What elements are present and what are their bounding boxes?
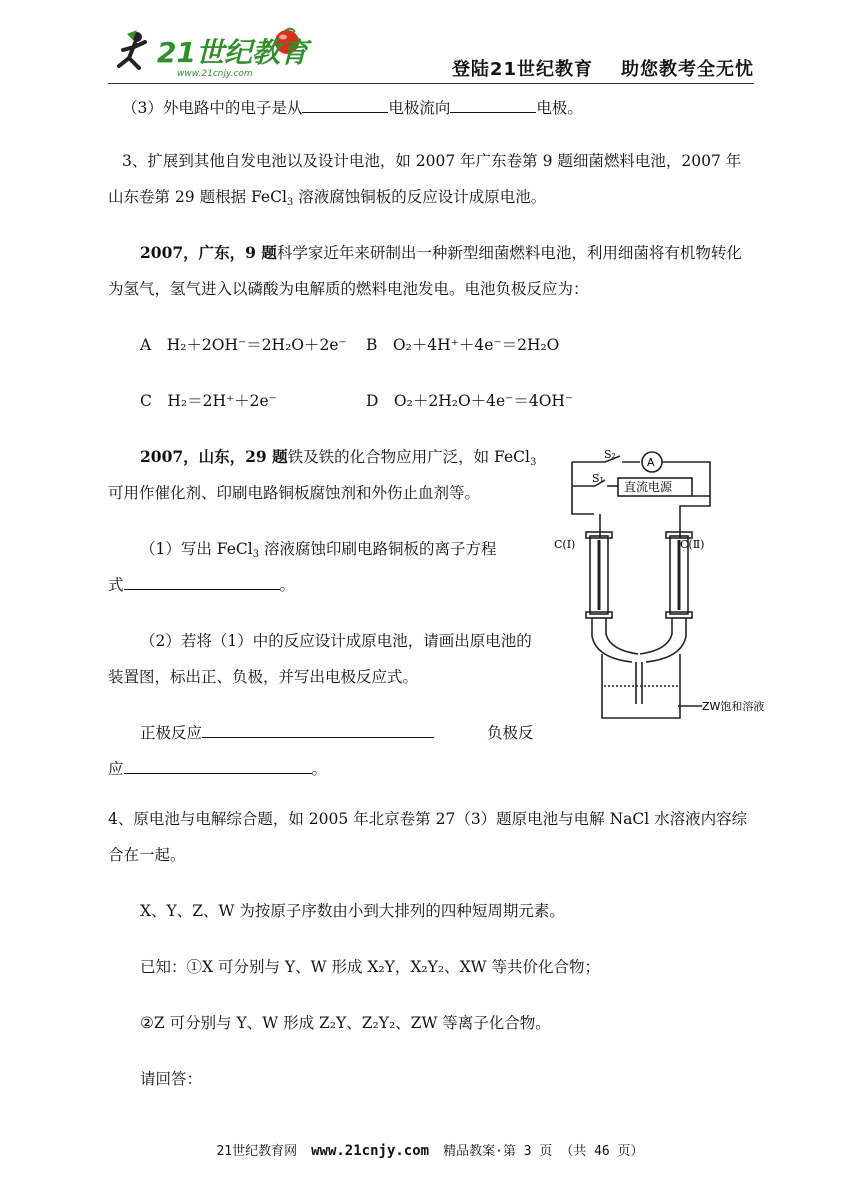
sd-q2-line1: （2）若将（1）中的反应设计成原电池，请画出原电池的: [140, 632, 532, 650]
label-c2: C(Ⅱ): [680, 538, 705, 551]
footer-info: 精品教案·第 3 页 （共 46 页）: [443, 1144, 644, 1159]
label-solution: ZW饱和溶液: [702, 700, 765, 713]
label-c1: C(Ⅰ): [554, 538, 576, 551]
sd-text1: 铁及铁的化合物应用广泛，如 FeCl: [287, 448, 530, 466]
answer-blank: [124, 758, 312, 774]
q3-part1: （3）外电路中的电子是从: [122, 99, 303, 117]
label-s1: S₁: [592, 472, 604, 485]
gd-text1: 科学家近年来研制出一种新型细菌燃料电池，利用细菌将有机物转化: [276, 244, 742, 262]
q3-sub-line: [122, 97, 583, 119]
sec4-known2: ②Z 可分别与 Y、W 形成 Z₂Y、Z₂Y₂、ZW 等离子化合物。: [140, 1014, 551, 1032]
answer-blank: [450, 97, 536, 113]
gd-option-a: A H₂＋2OH⁻＝2H₂O＋2e⁻: [140, 336, 347, 354]
answer-blank: [124, 574, 280, 590]
sd-sub: 3: [529, 457, 537, 468]
sd-q2-line2: 装置图，标出正、负极，并写出电极反应式。: [108, 668, 419, 686]
sec3-line1: 3、扩展到其他自发电池以及设计电池，如 2007 年广东卷第 9 题细菌燃料电池，2007 年: [122, 152, 742, 170]
footer-url[interactable]: www.21cnjy.com: [311, 1143, 430, 1159]
gd-option-b: B O₂＋4H⁺＋4e⁻＝2H₂O: [366, 336, 560, 354]
sd-q1-a: （1）写出 FeCl: [140, 540, 253, 558]
sd-neg2: 应: [108, 760, 124, 778]
sd-pos-label: 正极反应: [140, 724, 203, 742]
page-header: [0, 0, 860, 85]
gd-option-c: C H₂＝2H⁺＋2e⁻: [140, 392, 277, 410]
answer-blank: [202, 722, 434, 738]
sd-q1: [140, 538, 497, 560]
sd-line1: [140, 446, 536, 468]
sec4-line2: 合在一起。: [108, 846, 186, 864]
sd-q1-b: 溶液腐蚀印刷电路铜板的离子方程: [259, 540, 497, 558]
header-rule: [108, 83, 754, 84]
sd-q1-c: 式: [108, 576, 124, 594]
label-ammeter: A: [647, 456, 655, 469]
logo-url: www.21cnjy.com: [177, 69, 253, 79]
label-s2: S₂: [604, 448, 616, 461]
sd-end: 。: [311, 760, 328, 778]
sd-neg-cont: [108, 758, 327, 780]
answer-blank: [302, 97, 388, 113]
label-power: 直流电源: [624, 480, 673, 494]
footer-site: 21世纪教育网: [216, 1144, 298, 1159]
sd-q1-sub: 3: [252, 549, 260, 560]
q3-part3: 电极。: [536, 99, 583, 117]
slogan-2: 助您教考全无忧: [621, 59, 754, 80]
sec3-line2: [108, 186, 546, 208]
sd-q1-cont: [108, 574, 295, 596]
logo-21cnjy: [115, 28, 310, 80]
gd-line1: [140, 242, 742, 264]
sec4-line1: 4、原电池与电解综合题，如 2005 年北京卷第 27（3）题原电池与电解 NaCl 水溶液内容综: [108, 810, 748, 828]
sd-neg-label: 负极反: [487, 724, 534, 742]
sec4-answer: 请回答：: [140, 1070, 203, 1088]
sec4-xyzw: X、Y、Z、W 为按原子序数由小到大排列的四种短周期元素。: [140, 902, 565, 920]
electrolysis-diagram: [554, 448, 778, 723]
sd-line2: 可用作催化剂、印刷电路铜板腐蚀剂和外伤止血剂等。: [108, 484, 481, 502]
sd-pos-line: [140, 722, 434, 744]
sec3-sub: 3: [286, 197, 294, 208]
q3-part2: 电极流向: [388, 99, 451, 117]
sec4-known1: 已知：①X 可分别与 Y、W 形成 X₂Y，X₂Y₂、XW 等共价化合物；: [140, 958, 600, 976]
sd-q1-d: 。: [279, 576, 296, 594]
gd-option-d: D O₂＋2H₂O＋4e⁻＝4OH⁻: [366, 392, 574, 410]
logo-text: 21世纪教育: [157, 36, 308, 69]
gd-source: 2007，广东，9 题: [140, 243, 277, 262]
page-footer: [0, 1140, 860, 1159]
sec3-line2-a: 山东卷第 29 题根据 FeCl: [108, 188, 287, 206]
gd-line2: 为氢气，氢气进入以磷酸为电解质的燃料电池发电。电池负极反应为：: [108, 280, 589, 298]
slogan-1: 登陆21世纪教育: [451, 59, 593, 80]
sd-source: 2007，山东，29 题: [140, 447, 288, 466]
sec3-line2-b: 溶液腐蚀铜板的反应设计成原电池。: [293, 188, 547, 206]
header-slogan: [452, 55, 754, 81]
